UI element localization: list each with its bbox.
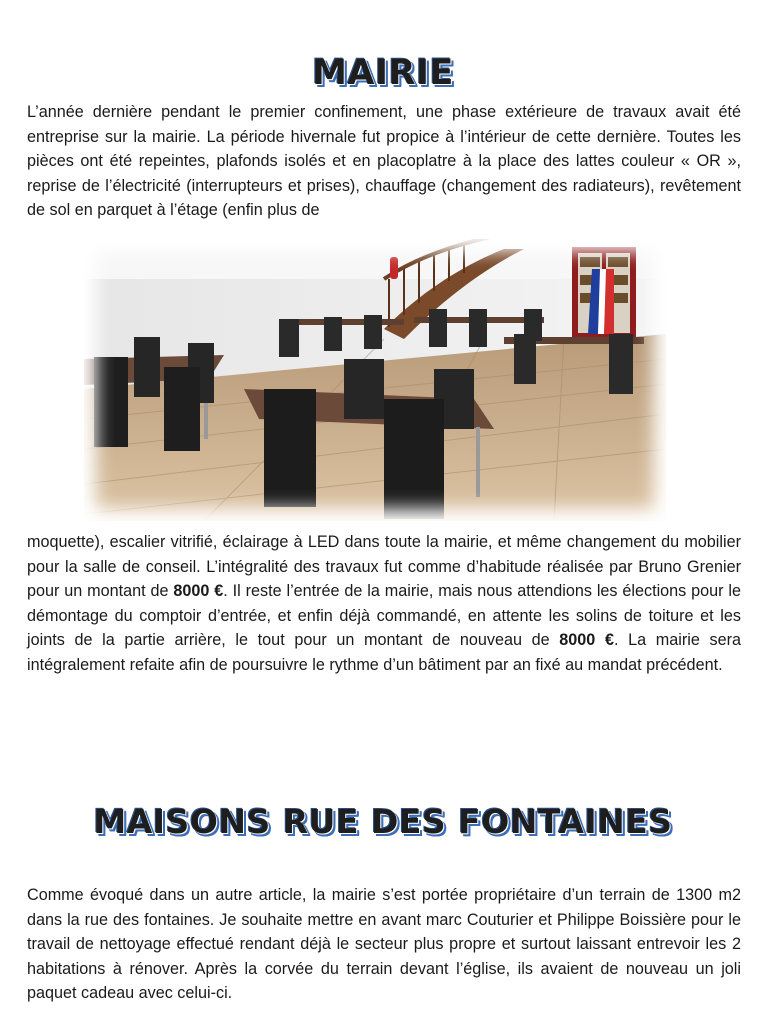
fire-extinguisher bbox=[390, 257, 398, 279]
section-title-maisons: MAISONS RUE DES FONTAINES bbox=[93, 802, 673, 842]
text-part: . La mairie sera intégralement refaite afin de poursuivre le rythme d’un bâtiment par an fixé au mandat précédent. bbox=[27, 631, 741, 674]
text-part: moquette), escalier vitrifié, éclairage à LED dans toute la mairie, et même changement du mobilier pour la salle de conseil. L’intégralité des travaux fut comme d’habitude réalisée par Bruno Grenier pour un montant de bbox=[27, 533, 741, 601]
amount-highlight: 8000 € bbox=[173, 582, 224, 601]
amount-highlight: 8000 € bbox=[559, 631, 614, 650]
mairie-paragraph-details bbox=[27, 530, 741, 678]
maisons-paragraph: Comme évoqué dans un autre article, la mairie s’est portée propriétaire d’un terrain de 1300 m2 dans la rue des fontaines. Je souhaite mettre en avant marc Couturier et Philippe Boissière pour le travail de nettoyage effectué rendant déjà le secteur plus propre et surtout laissant entrevoir les 2 habitations à rénover. Après la corvée du terrain devant l’église, ils avaient de nouveau un joli paquet cadeau avec celui-ci. bbox=[27, 886, 741, 1003]
section-title-mairie: MAIRIE bbox=[312, 53, 454, 94]
council-room-illustration bbox=[84, 239, 666, 521]
mairie-paragraph-intro: L’année dernière pendant le premier confinement, une phase extérieure de travaux avait été entreprise sur la mairie. La période hivernale fut propice à l’intérieur de cette dernière. Toutes les pièces ont été repeintes, plafonds isolés et en placoplatre à la place des lattes couleur « OR », reprise de l’électricité (interrupteurs et prises), chauffage (changement des radiateurs), revêtement de sol en parquet à l’étage (enfin plus de bbox=[27, 103, 741, 220]
council-room-photo bbox=[84, 239, 666, 521]
text-part: . Il reste l’entrée de la mairie, mais nous attendions les élections pour le démontage du comptoir d’entrée, et enfin déjà commandé, en attente les solins de toiture et les joints de la partie arrière, le tout pour un montant de nouveau de bbox=[27, 582, 742, 650]
french-flag bbox=[588, 269, 614, 334]
